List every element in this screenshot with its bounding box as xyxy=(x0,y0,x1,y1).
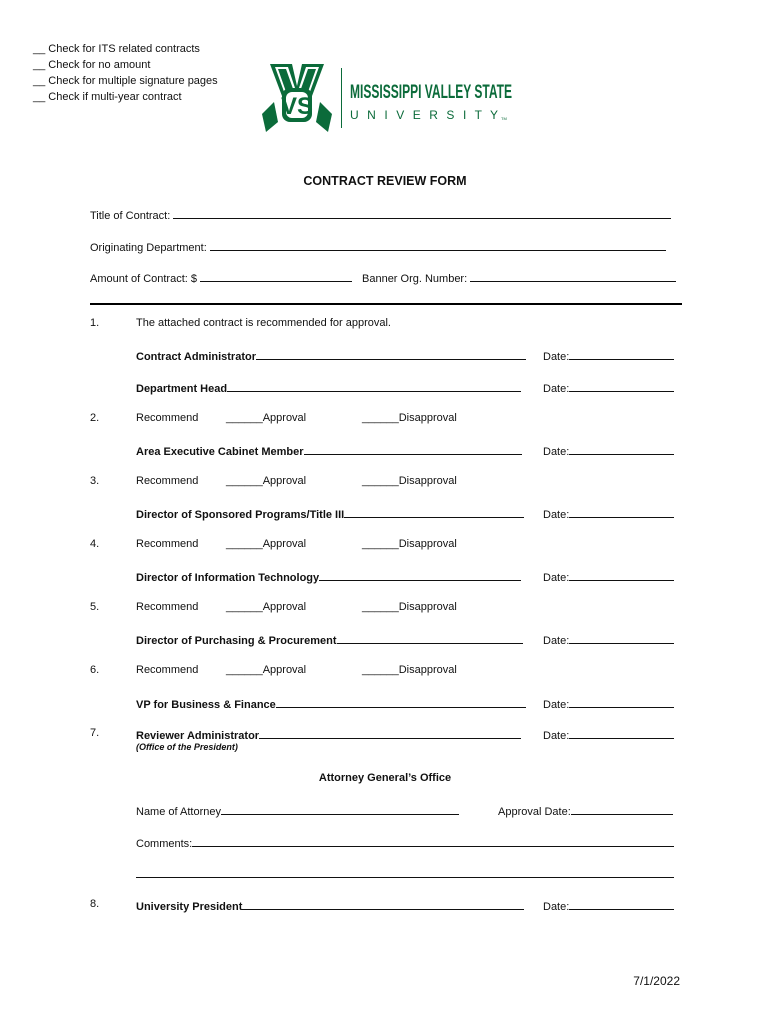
disapproval-option[interactable]: ______Disapproval xyxy=(362,664,457,676)
university-logo xyxy=(258,62,516,134)
section-4-number: 4. xyxy=(90,538,100,550)
sponsored-programs-signature[interactable] xyxy=(136,506,524,521)
amount-of-contract-line[interactable] xyxy=(200,270,352,282)
contract-administrator-label: Contract Administrator xyxy=(136,351,256,363)
date-label: Date: xyxy=(543,901,570,913)
information-technology-signature[interactable] xyxy=(136,569,521,584)
signature-line[interactable] xyxy=(319,569,521,581)
logo-tm: TM xyxy=(501,116,507,121)
recommend-label: Recommend xyxy=(136,601,199,613)
date-label: Date: xyxy=(543,383,570,395)
disapproval-option[interactable]: ______Disapproval xyxy=(362,412,457,424)
form-title: CONTRACT REVIEW FORM xyxy=(303,174,467,188)
disapproval-option[interactable]: ______Disapproval xyxy=(362,538,457,550)
approval-option[interactable]: ______Approval xyxy=(226,538,307,550)
approval-option[interactable]: ______Approval xyxy=(226,412,307,424)
section-1-number: 1. xyxy=(90,317,100,329)
section-8-number: 8. xyxy=(90,898,100,910)
attorney-general-heading: Attorney General’s Office xyxy=(318,772,452,784)
date-line[interactable] xyxy=(569,380,674,392)
contract-administrator-signature[interactable] xyxy=(136,348,526,363)
date-field[interactable] xyxy=(543,348,674,363)
amount-of-contract-field[interactable] xyxy=(90,270,352,285)
banner-org-number-label: Banner Org. Number: xyxy=(362,273,468,285)
attorney-name-line[interactable] xyxy=(221,803,459,815)
recommend-label: Recommend xyxy=(136,538,199,550)
monogram-icon xyxy=(262,64,332,132)
date-label: Date: xyxy=(543,351,570,363)
date-label: Date: xyxy=(543,509,570,521)
logo-name-line1: MISSISSIPPI VALLEY STATE xyxy=(350,82,512,103)
signature-line[interactable] xyxy=(337,632,523,644)
date-field[interactable] xyxy=(543,569,674,584)
comments-field[interactable] xyxy=(136,835,674,850)
comments-line[interactable] xyxy=(192,835,674,847)
section-2-number: 2. xyxy=(90,412,100,424)
signature-line[interactable] xyxy=(242,898,524,910)
section-3-number: 3. xyxy=(90,475,100,487)
banner-org-number-line[interactable] xyxy=(470,270,676,282)
originating-department-line[interactable] xyxy=(210,239,666,251)
recommend-label: Recommend xyxy=(136,475,199,487)
signature-line[interactable] xyxy=(256,348,526,360)
recommend-label: Recommend xyxy=(136,664,199,676)
date-label: Date: xyxy=(543,572,570,584)
banner-org-number-field[interactable] xyxy=(362,270,676,285)
footer-date: 7/1/2022 xyxy=(633,974,680,988)
date-line[interactable] xyxy=(569,898,674,910)
purchasing-procurement-signature[interactable] xyxy=(136,632,523,647)
approval-option[interactable]: ______Approval xyxy=(226,664,307,676)
date-field[interactable] xyxy=(543,632,674,647)
approval-date-line[interactable] xyxy=(571,803,673,815)
date-line[interactable] xyxy=(569,696,674,708)
title-of-contract-field[interactable] xyxy=(90,207,671,222)
date-line[interactable] xyxy=(569,348,674,360)
date-line[interactable] xyxy=(569,443,674,455)
logo-name-line2: U N I V E R S I T Y xyxy=(350,108,498,122)
section-1-text: The attached contract is recommended for approval. xyxy=(136,317,391,329)
date-label: Date: xyxy=(543,730,570,742)
comments-label: Comments: xyxy=(136,838,193,850)
attorney-name-label: Name of Attorney xyxy=(136,806,221,818)
university-president-signature[interactable] xyxy=(136,898,524,913)
checklist-item-no-amount: __ Check for no amount xyxy=(33,59,151,71)
checklist-item-multi-year: __ Check if multi-year contract xyxy=(33,91,182,103)
attorney-name-field[interactable] xyxy=(136,803,459,818)
date-label: Date: xyxy=(543,635,570,647)
department-head-label: Department Head xyxy=(136,383,228,395)
checklist-item-its: __ Check for ITS related contracts xyxy=(33,43,200,55)
signature-line[interactable] xyxy=(276,696,526,708)
date-field[interactable] xyxy=(543,727,674,742)
title-of-contract-line[interactable] xyxy=(173,207,671,219)
date-line[interactable] xyxy=(569,727,674,739)
approval-date-label: Approval Date: xyxy=(498,806,571,818)
area-executive-signature[interactable] xyxy=(136,443,522,458)
recommend-label: Recommend xyxy=(136,412,199,424)
sponsored-programs-label: Director of Sponsored Programs/Title III xyxy=(136,509,345,521)
purchasing-procurement-label: Director of Purchasing & Procurement xyxy=(136,635,337,647)
date-line[interactable] xyxy=(569,506,674,518)
date-field[interactable] xyxy=(543,506,674,521)
vp-business-finance-signature[interactable] xyxy=(136,696,526,711)
originating-department-label: Originating Department: xyxy=(90,242,207,254)
vp-business-finance-label: VP for Business & Finance xyxy=(136,699,276,711)
reviewer-administrator-signature[interactable] xyxy=(136,727,521,742)
section-7-number: 7. xyxy=(90,727,100,739)
signature-line[interactable] xyxy=(304,443,522,455)
office-of-president-note: (Office of the President) xyxy=(136,742,238,752)
divider-rule xyxy=(90,303,682,305)
information-technology-label: Director of Information Technology xyxy=(136,572,320,584)
date-line[interactable] xyxy=(569,632,674,644)
approval-option[interactable]: ______Approval xyxy=(226,475,307,487)
comments-line-2[interactable] xyxy=(136,866,674,881)
section-6-number: 6. xyxy=(90,664,100,676)
checklist-item-multiple-signature: __ Check for multiple signature pages xyxy=(33,75,218,87)
date-label: Date: xyxy=(543,699,570,711)
date-line[interactable] xyxy=(569,569,674,581)
disapproval-option[interactable]: ______Disapproval xyxy=(362,601,457,613)
signature-line[interactable] xyxy=(259,727,521,739)
date-field[interactable] xyxy=(543,443,674,458)
university-president-label: University President xyxy=(136,901,243,913)
approval-option[interactable]: ______Approval xyxy=(226,601,307,613)
signature-line[interactable] xyxy=(227,380,521,392)
department-head-signature[interactable] xyxy=(136,380,521,395)
signature-line[interactable] xyxy=(344,506,524,518)
title-of-contract-label: Title of Contract: xyxy=(90,210,171,222)
logo-divider xyxy=(341,68,342,128)
area-executive-label: Area Executive Cabinet Member xyxy=(136,446,304,458)
section-5-number: 5. xyxy=(90,601,100,613)
monogram-letter: VS xyxy=(280,93,314,120)
comments-line[interactable] xyxy=(136,866,674,878)
date-field[interactable] xyxy=(543,898,674,913)
checklist xyxy=(33,41,218,105)
date-field[interactable] xyxy=(543,696,674,711)
amount-of-contract-label: Amount of Contract: $ xyxy=(90,273,197,285)
date-label: Date: xyxy=(543,446,570,458)
originating-department-field[interactable] xyxy=(90,239,666,254)
reviewer-administrator-label: Reviewer Administrator xyxy=(136,730,260,742)
approval-date-field[interactable] xyxy=(498,803,673,818)
disapproval-option[interactable]: ______Disapproval xyxy=(362,475,457,487)
date-field[interactable] xyxy=(543,380,674,395)
